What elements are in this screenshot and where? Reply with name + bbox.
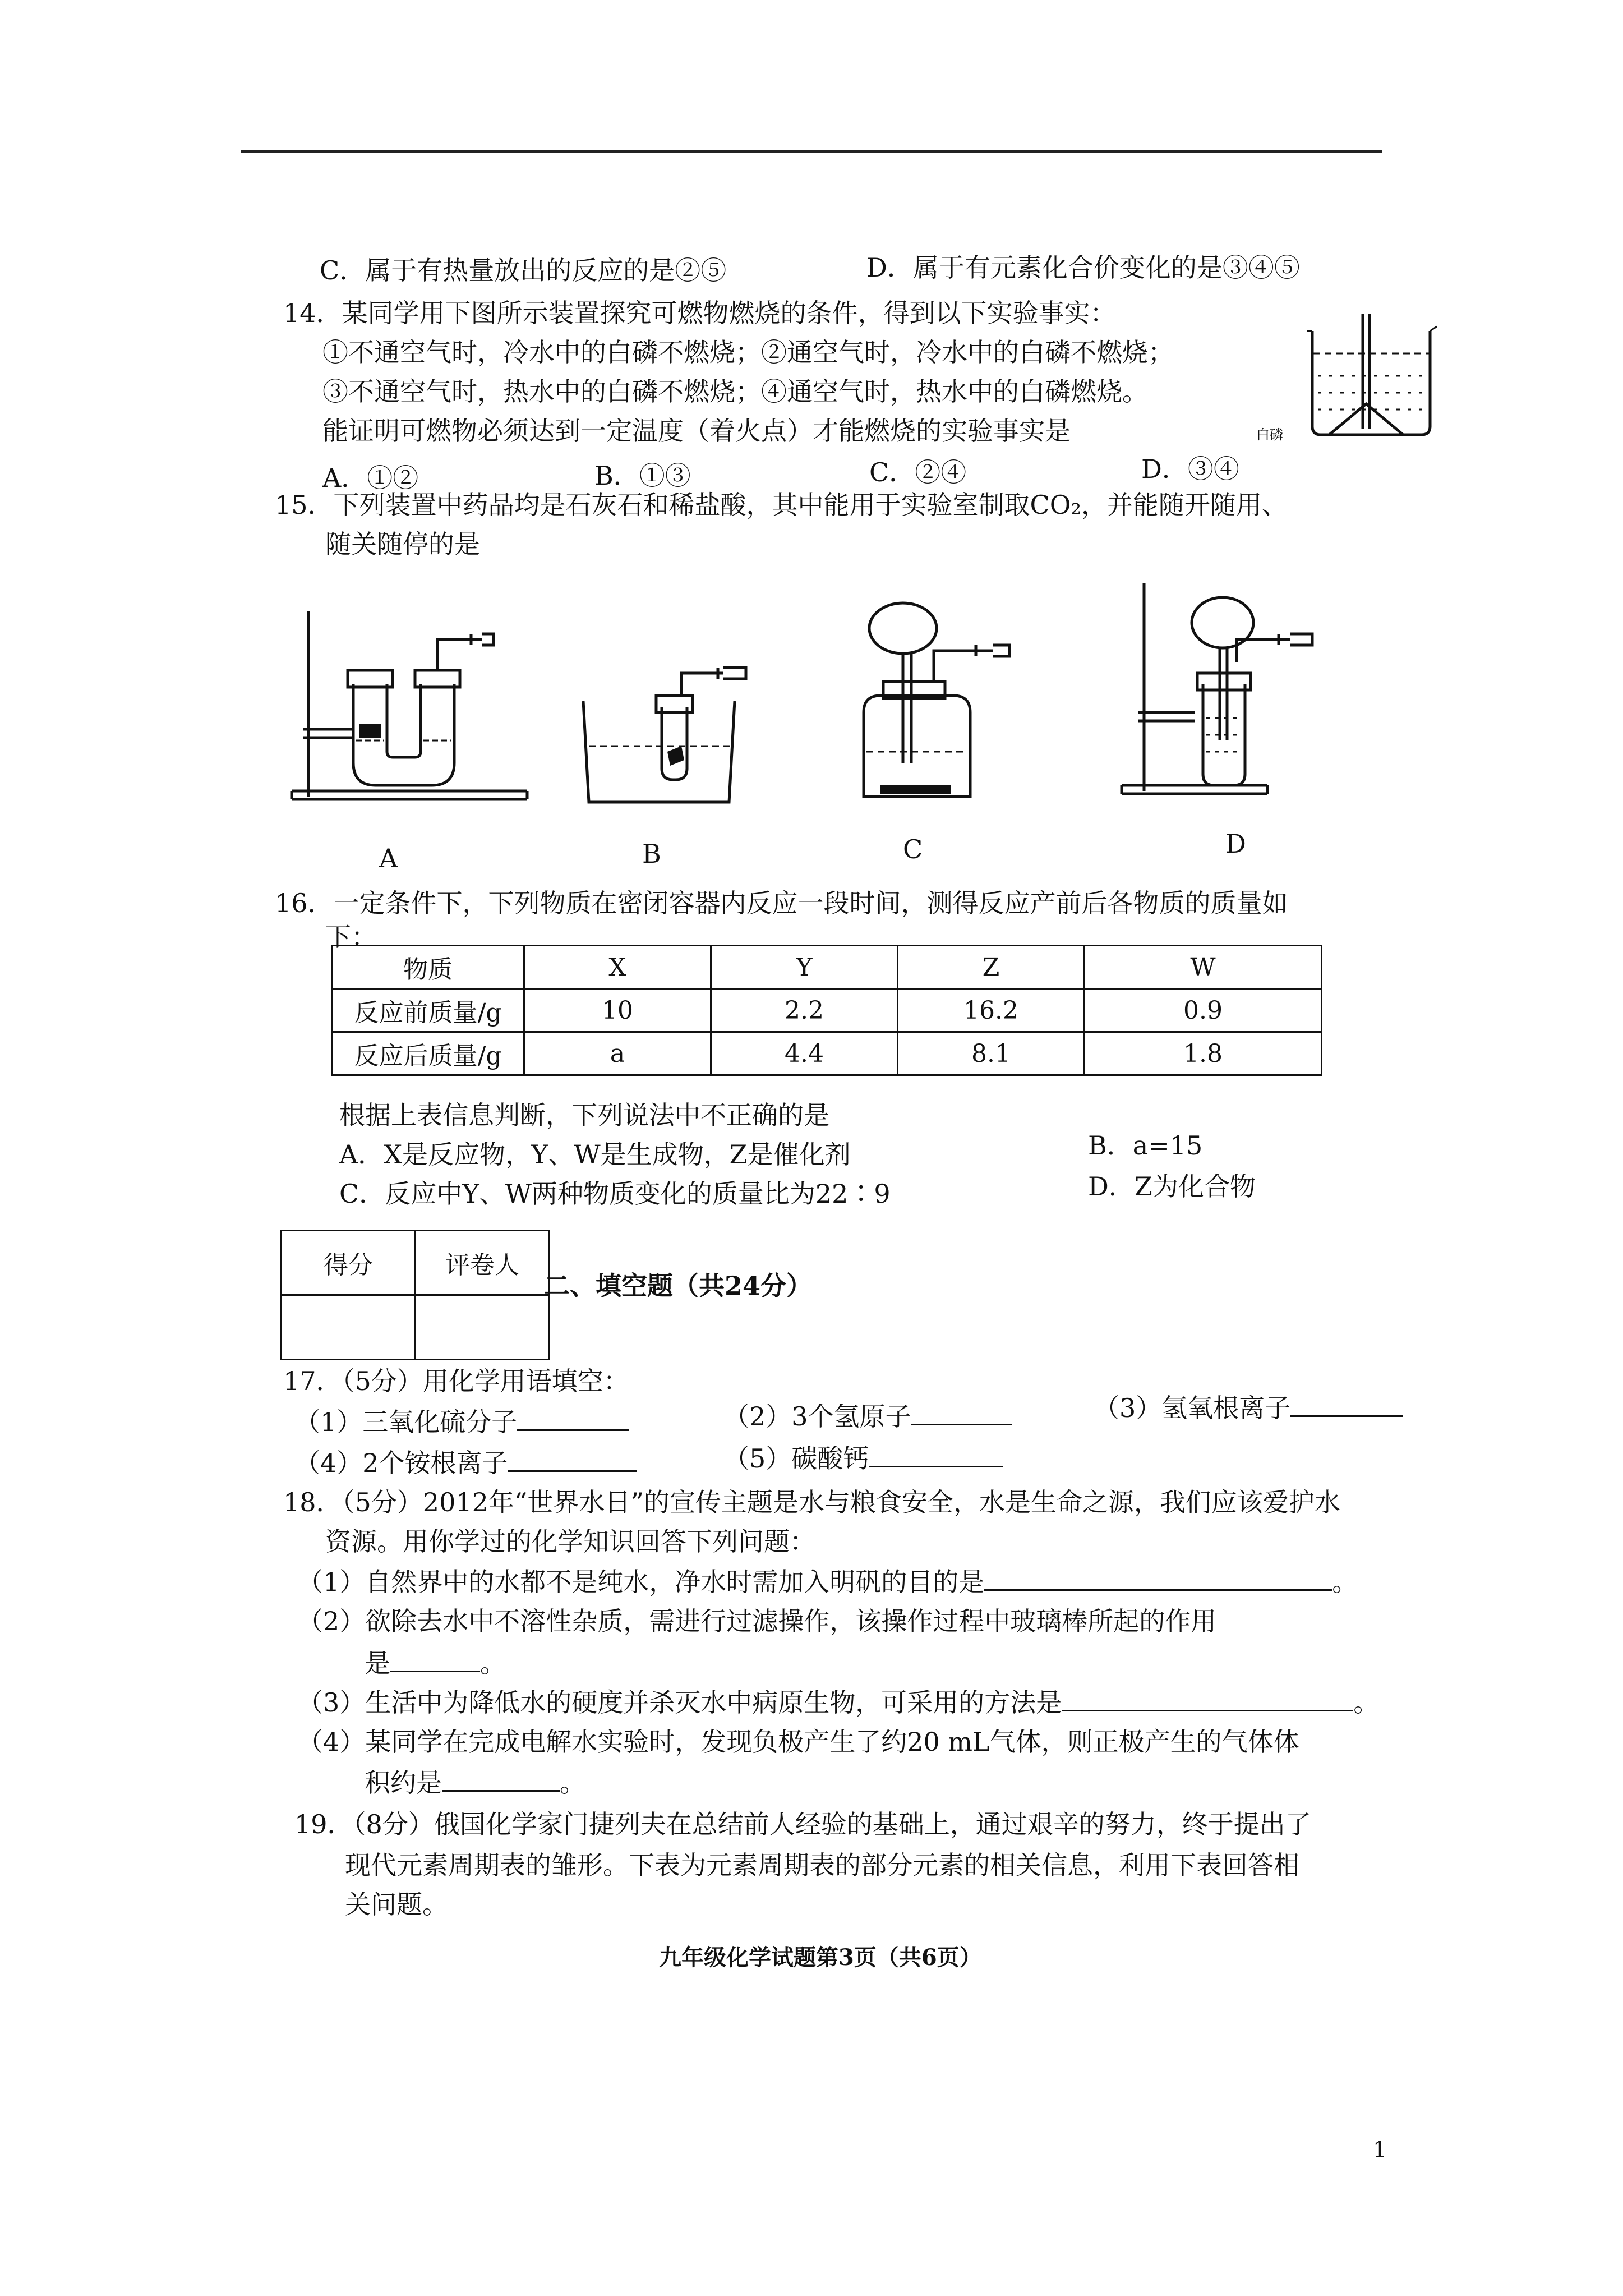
apparatus-b bbox=[578, 662, 780, 808]
table-cell: 0.9 bbox=[1085, 989, 1322, 1032]
q14-option-b: B．①③ bbox=[594, 461, 691, 491]
q18-part-4-answer: 积约是 。 bbox=[365, 1768, 585, 1798]
section-title: 二、填空题（共24分） bbox=[544, 1271, 813, 1301]
q17-item-5: （5）碳酸钙 bbox=[723, 1442, 1003, 1475]
q13-option-d: D．属于有元素化合价变化的是③④⑤ bbox=[866, 252, 1300, 283]
table-cell: 1.8 bbox=[1085, 1032, 1322, 1075]
page-footer: 九年级化学试题第3页（共6页） bbox=[659, 1944, 982, 1971]
q18-part-2-answer: 是 。 bbox=[365, 1648, 506, 1678]
q18-stem-line2: 资源。用你学过的化学知识回答下列问题： bbox=[325, 1526, 815, 1557]
q17-item-3: （3）氢氧根离子 bbox=[1094, 1391, 1403, 1425]
q19-stem-line1: 19．（8分）俄国化学家门捷列夫在总结前人经验的基础上，通过艰辛的努力，终于提出了 bbox=[294, 1809, 1311, 1839]
table-row bbox=[332, 989, 1322, 1032]
score-cell bbox=[282, 1295, 416, 1360]
q18-part-1: （1）自然界中的水都不是纯水，净水时需加入明矾的目的是 。 bbox=[297, 1567, 1358, 1597]
score-box bbox=[280, 1230, 550, 1360]
apparatus-d bbox=[1122, 583, 1368, 808]
q18-part-3: （3）生活中为降低水的硬度并杀灭水中病原生物，可采用的方法是 。 bbox=[297, 1687, 1380, 1718]
q16-question: 根据上表信息判断，下列说法中不正确的是 bbox=[339, 1100, 829, 1130]
table-cell: 8.1 bbox=[898, 1032, 1085, 1075]
q16-option-a: A．X是反应物，Y、W是生成物，Z是催化剂 bbox=[339, 1139, 851, 1170]
q17-item-2: （2）3个氢原子 bbox=[723, 1400, 1012, 1433]
grader-label: 评卷人 bbox=[416, 1231, 550, 1295]
table-cell: 4.4 bbox=[711, 1032, 898, 1075]
apparatus-label-c: C bbox=[903, 834, 923, 864]
table-cell: a bbox=[524, 1032, 711, 1075]
q17-item-1: （1）三氧化硫分子 bbox=[294, 1405, 629, 1439]
mass-table bbox=[331, 945, 1322, 1076]
apparatus-label-d: D bbox=[1225, 829, 1246, 859]
q14-option-d: D．③④ bbox=[1141, 454, 1239, 484]
apparatus-a bbox=[292, 611, 538, 813]
q16-option-b: B．a=15 bbox=[1088, 1130, 1203, 1161]
score-label: 得分 bbox=[282, 1231, 416, 1295]
table-row bbox=[332, 1032, 1322, 1075]
q16-stem-line2: 下： bbox=[325, 922, 377, 952]
table-header-row bbox=[332, 946, 1322, 989]
page-number: 1 bbox=[1373, 2137, 1387, 2163]
table-cell: 16.2 bbox=[898, 989, 1085, 1032]
q19-stem-line2: 现代元素周期表的雏形。下表为元素周期表的部分元素的相关信息，利用下表回答相 bbox=[345, 1850, 1299, 1880]
apparatus-label-b: B bbox=[642, 839, 661, 869]
table-header-cell: Y bbox=[711, 946, 898, 989]
apparatus-label-a: A bbox=[379, 843, 398, 873]
q14-question: 能证明可燃物必须达到一定温度（着火点）才能燃烧的实验事实是 bbox=[322, 416, 1071, 446]
q16-option-c: C．反应中Y、W两种物质变化的质量比为22∶9 bbox=[339, 1179, 891, 1209]
white-phosphorus-label: 白磷 bbox=[1256, 427, 1283, 443]
table-header-cell: 物质 bbox=[332, 946, 524, 989]
table-header-cell: X bbox=[524, 946, 711, 989]
table-cell: 反应前质量/g bbox=[332, 989, 524, 1032]
q18-stem-line1: 18．（5分）2012年“世界水日”的宣传主题是水与粮食安全，水是生命之源，我们应该爱护水 bbox=[283, 1487, 1340, 1517]
q19-stem-line3: 关问题。 bbox=[345, 1889, 448, 1920]
apparatus-c bbox=[841, 600, 1054, 802]
table-header-cell: W bbox=[1085, 946, 1322, 989]
table-cell: 反应后质量/g bbox=[332, 1032, 524, 1075]
table-header-cell: Z bbox=[898, 946, 1085, 989]
q14-stem: 14．某同学用下图所示装置探究可燃物燃烧的条件，得到以下实验事实： bbox=[283, 298, 1116, 328]
q15-stem-line2: 随关随停的是 bbox=[325, 529, 480, 559]
q15-stem-line1: 15．下列装置中药品均是石灰石和稀盐酸，其中能用于实验室制取CO₂，并能随开随用、 bbox=[275, 490, 1288, 520]
q14-option-a: A．①② bbox=[322, 463, 419, 493]
q14-facts-line2: ③不通空气时，热水中的白磷不燃烧；④通空气时，热水中的白磷燃烧。 bbox=[322, 376, 1148, 407]
q18-part-2: （2）欲除去水中不溶性杂质，需进行过滤操作，该操作过程中玻璃棒所起的作用 bbox=[297, 1606, 1217, 1636]
q17-item-4: （4）2个铵根离子 bbox=[294, 1446, 637, 1480]
table-cell: 2.2 bbox=[711, 989, 898, 1032]
table-cell: 10 bbox=[524, 989, 711, 1032]
q16-stem-line1: 16．一定条件下，下列物质在密闭容器内反应一段时间，测得反应产前后各物质的质量如 bbox=[275, 888, 1288, 918]
q14-option-c: C．②④ bbox=[869, 457, 967, 487]
header-rule bbox=[241, 150, 1382, 153]
q16-option-d: D．Z为化合物 bbox=[1088, 1171, 1256, 1202]
q17-stem: 17．（5分）用化学用语填空： bbox=[283, 1366, 629, 1396]
q13-option-c: C．属于有热量放出的反应的是②⑤ bbox=[320, 255, 727, 286]
grader-cell bbox=[416, 1295, 550, 1360]
q18-part-4: （4）某同学在完成电解水实验时，发现负极产生了约20 mL气体，则正极产生的气体体 bbox=[297, 1727, 1299, 1757]
q14-facts-line1: ①不通空气时，冷水中的白磷不燃烧；②通空气时，冷水中的白磷不燃烧； bbox=[322, 337, 1174, 367]
